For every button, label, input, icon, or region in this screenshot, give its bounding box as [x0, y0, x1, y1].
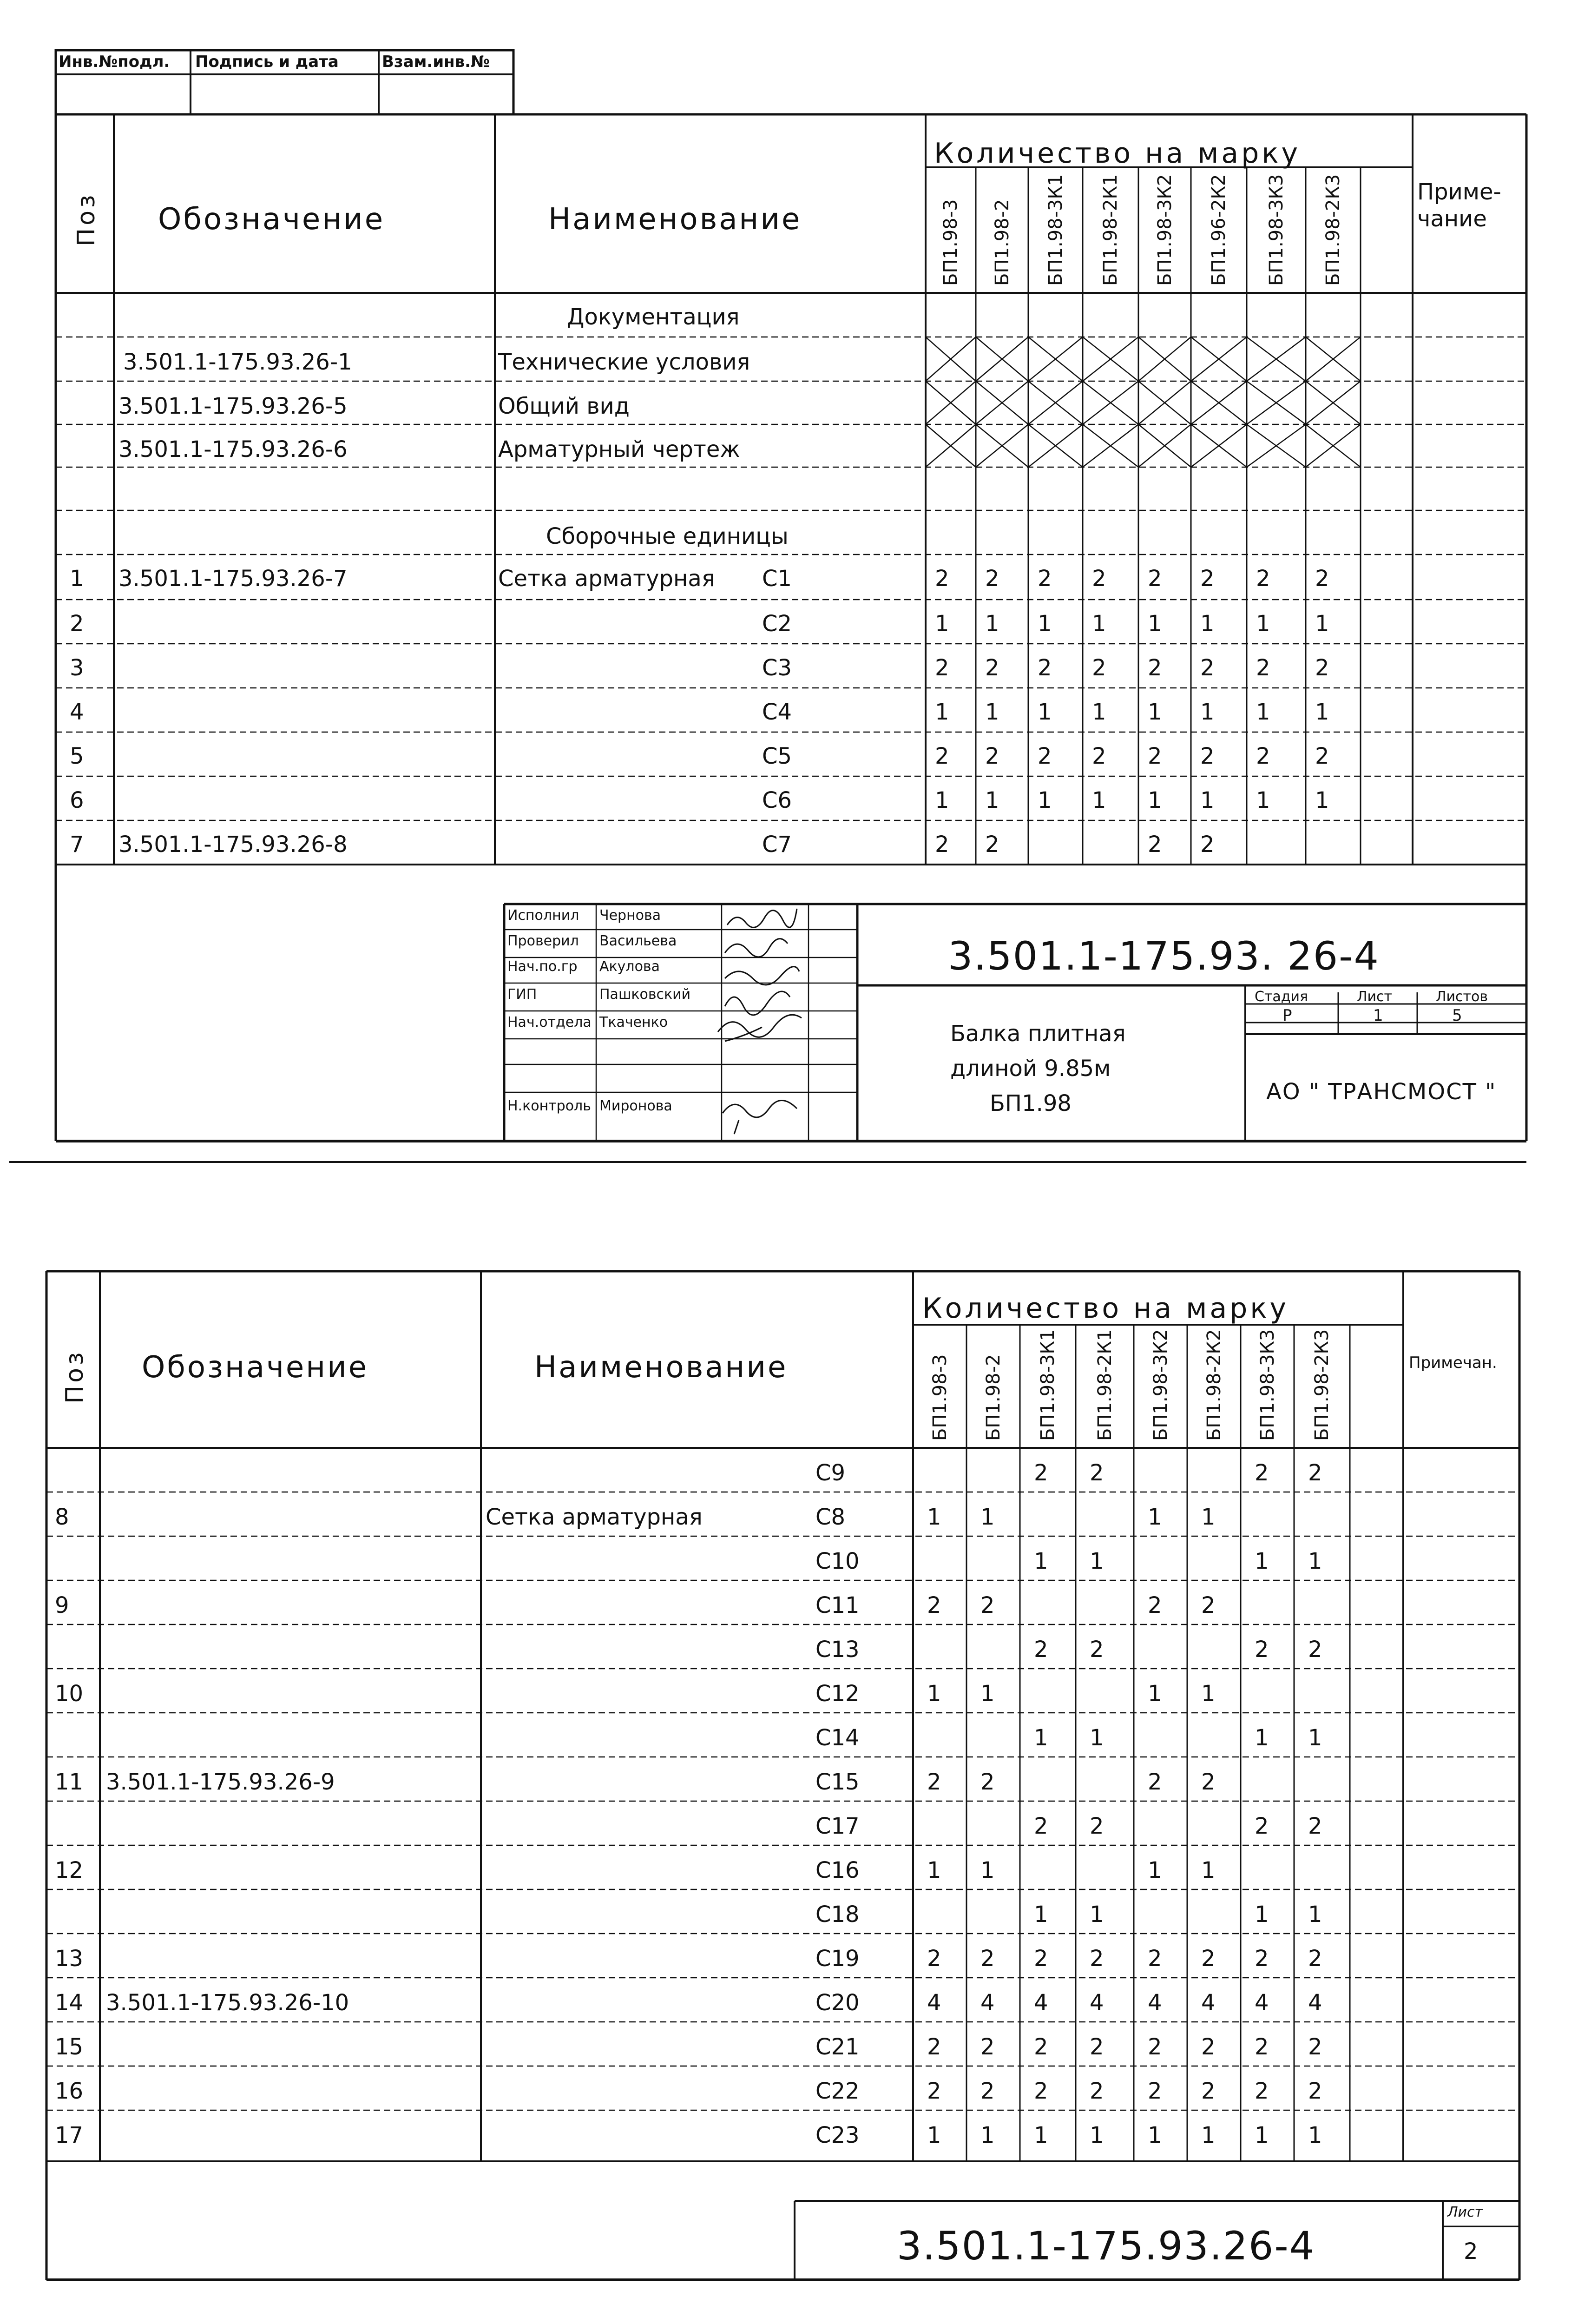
quantity-cell: 2 [1090, 1946, 1104, 1972]
row-pos: 16 [55, 2078, 84, 2104]
row-pos: 15 [55, 2034, 84, 2060]
tb-title-line2: длиной 9.85м [950, 1056, 1111, 1082]
mark-header: БП1.98-3К1 [1037, 1329, 1058, 1441]
quantity-cell: 2 [1255, 1460, 1269, 1486]
quantity-cell: 1 [985, 787, 999, 813]
sheet2-sheet-number: 2 [1464, 2238, 1478, 2265]
quantity-cell: 1 [1038, 699, 1052, 725]
row-mark: С17 [815, 1813, 860, 1839]
quantity-cell: 1 [1148, 1681, 1162, 1707]
quantity-cell: 2 [1308, 2034, 1322, 2060]
quantity-cell: 1 [980, 1504, 995, 1530]
row-pos: 13 [55, 1946, 84, 1972]
quantity-cell: 2 [935, 655, 949, 681]
quantity-cell: 2 [927, 1769, 941, 1795]
stamp-replaced-inv: Взам.инв.№ [382, 53, 490, 71]
quantity-cell: 1 [1090, 1725, 1104, 1751]
row-pos: 7 [70, 832, 84, 858]
row-pos: 11 [55, 1769, 84, 1795]
sheet2-header-designation: Обозначение [142, 1350, 369, 1385]
sheet1-header-designation: Обозначение [158, 202, 385, 237]
row-mark: С21 [815, 2034, 860, 2060]
quantity-cell: 1 [1090, 2122, 1104, 2148]
tb-stage: Р [1282, 1006, 1292, 1025]
mark-header: БП1.98-2 [982, 1354, 1004, 1441]
quantity-cell: 2 [1148, 566, 1162, 592]
row-mark: С7 [762, 832, 792, 858]
quantity-cell: 2 [1038, 566, 1052, 592]
sheet1-header-note: Приме-чание [1417, 179, 1501, 232]
quantity-cell: 1 [1034, 1725, 1048, 1751]
row-mark: С23 [815, 2122, 860, 2148]
quantity-cell: 2 [1034, 1460, 1048, 1486]
row-designation: 3.501.1-175.93.26-8 [118, 832, 348, 858]
tb-person: Васильева [599, 933, 677, 949]
tb-organization: АО " ТРАНСМОСТ " [1266, 1079, 1497, 1105]
sheet2-code: 3.501.1-175.93.26-4 [897, 2223, 1315, 2269]
quantity-cell: 1 [1255, 2122, 1269, 2148]
quantity-cell: 1 [1148, 1504, 1162, 1530]
mark-header: БП1.98-3К3 [1256, 1329, 1278, 1441]
quantity-cell: 1 [1201, 2122, 1216, 2148]
quantity-cell: 4 [1255, 1990, 1269, 2016]
quantity-cell: 2 [927, 2034, 941, 2060]
quantity-cell: 1 [1090, 1548, 1104, 1574]
quantity-cell: 2 [1201, 1769, 1216, 1795]
tb-stage-label: Стадия [1255, 989, 1308, 1005]
sheet2-header-quantity: Количество на марку [922, 1292, 1289, 1325]
row-mark: С13 [815, 1637, 860, 1663]
quantity-cell: 2 [1308, 1813, 1322, 1839]
quantity-cell: 1 [1200, 787, 1215, 813]
quantity-cell: 2 [1090, 1813, 1104, 1839]
quantity-cell: 2 [1255, 1946, 1269, 1972]
quantity-cell: 1 [1255, 1725, 1269, 1751]
sheet1-doc-designation: 3.501.1-175.93.26-5 [118, 393, 348, 419]
row-mark: С10 [815, 1548, 860, 1574]
quantity-cell: 1 [1201, 1504, 1216, 1530]
quantity-cell: 2 [1090, 1637, 1104, 1663]
quantity-cell: 2 [1315, 743, 1329, 769]
sheet1-header-quantity: Количество на марку [934, 137, 1301, 170]
tb-sheets-label: Листов [1436, 989, 1488, 1005]
tb-role: ГИП [507, 986, 537, 1003]
quantity-cell: 2 [1308, 1637, 1322, 1663]
quantity-cell: 2 [1090, 1460, 1104, 1486]
quantity-cell: 1 [1034, 1548, 1048, 1574]
row-pos: 3 [70, 655, 84, 681]
quantity-cell: 2 [1148, 1769, 1162, 1795]
quantity-cell: 2 [1200, 832, 1215, 858]
quantity-cell: 1 [1148, 699, 1162, 725]
quantity-cell: 2 [1090, 2034, 1104, 2060]
row-name: Сетка арматурная [486, 1504, 703, 1530]
quantity-cell: 2 [1148, 743, 1162, 769]
mark-header: БП1.96-2К2 [1208, 174, 1229, 286]
tb-role: Нач.отдела [507, 1014, 592, 1030]
quantity-cell: 2 [1201, 2034, 1216, 2060]
sheet1-doc-name: Арматурный чертеж [498, 436, 740, 462]
quantity-cell: 4 [1201, 1990, 1216, 2016]
quantity-cell: 1 [1148, 2122, 1162, 2148]
quantity-cell: 2 [1308, 1460, 1322, 1486]
quantity-cell: 2 [1255, 2034, 1269, 2060]
quantity-cell: 2 [927, 1946, 941, 1972]
quantity-cell: 4 [1034, 1990, 1048, 2016]
quantity-cell: 2 [985, 832, 999, 858]
quantity-cell: 2 [1038, 743, 1052, 769]
mark-header: БП1.98-2К2 [1203, 1329, 1225, 1441]
quantity-cell: 2 [980, 1946, 995, 1972]
tb-sheet: 1 [1373, 1006, 1383, 1025]
tb-person: Ткаченко [599, 1014, 668, 1030]
quantity-cell: 1 [1092, 699, 1106, 725]
quantity-cell: 2 [1308, 1946, 1322, 1972]
quantity-cell: 1 [927, 1504, 941, 1530]
quantity-cell: 1 [927, 1857, 941, 1883]
quantity-cell: 1 [1308, 1548, 1322, 1574]
quantity-cell: 2 [1092, 566, 1106, 592]
mark-header: БП1.98-3 [929, 1354, 951, 1441]
row-designation: 3.501.1-175.93.26-10 [106, 1990, 349, 2016]
row-pos: 14 [55, 1990, 84, 2016]
quantity-cell: 1 [1308, 1901, 1322, 1928]
quantity-cell: 1 [927, 2122, 941, 2148]
quantity-cell: 1 [1148, 611, 1162, 637]
row-pos: 8 [55, 1504, 69, 1530]
quantity-cell: 1 [1255, 1548, 1269, 1574]
quantity-cell: 2 [1148, 2078, 1162, 2104]
quantity-cell: 2 [985, 743, 999, 769]
row-pos: 6 [70, 787, 84, 813]
quantity-cell: 2 [1090, 2078, 1104, 2104]
row-mark: С6 [762, 787, 792, 813]
quantity-cell: 2 [1034, 2078, 1048, 2104]
quantity-cell: 1 [1200, 611, 1215, 637]
mark-header: БП1.98-3К2 [1150, 1329, 1171, 1441]
quantity-cell: 1 [1201, 1857, 1216, 1883]
quantity-cell: 1 [1315, 787, 1329, 813]
quantity-cell: 2 [1315, 566, 1329, 592]
quantity-cell: 2 [1256, 743, 1270, 769]
tb-person: Акулова [599, 958, 660, 975]
quantity-cell: 2 [935, 743, 949, 769]
quantity-cell: 1 [935, 787, 949, 813]
sheet1-doc-name: Технические условия [498, 349, 750, 375]
quantity-cell: 1 [980, 1857, 995, 1883]
tb-title-line1: Балка плитная [950, 1021, 1126, 1047]
quantity-cell: 2 [1092, 743, 1106, 769]
mark-header: БП1.98-2К3 [1322, 174, 1344, 286]
quantity-cell: 1 [1308, 1725, 1322, 1751]
quantity-cell: 2 [1256, 655, 1270, 681]
quantity-cell: 2 [935, 566, 949, 592]
quantity-cell: 1 [1148, 787, 1162, 813]
quantity-cell: 1 [1034, 2122, 1048, 2148]
tb-sheet-label: Лист [1357, 989, 1393, 1005]
quantity-cell: 1 [1256, 787, 1270, 813]
mark-header: БП1.98-3К2 [1154, 174, 1176, 286]
tb-role: Нач.по.гр [507, 958, 578, 975]
row-pos: 10 [55, 1681, 84, 1707]
row-pos: 1 [70, 566, 84, 592]
sheet1-doc-designation: 3.501.1-175.93.26-1 [123, 349, 352, 375]
quantity-cell: 4 [927, 1990, 941, 2016]
row-designation: 3.501.1-175.93.26-7 [118, 566, 348, 592]
quantity-cell: 2 [980, 1592, 995, 1618]
quantity-cell: 1 [985, 611, 999, 637]
sheet2-header-pos: Поз [61, 1349, 89, 1404]
row-mark: С3 [762, 655, 792, 681]
quantity-cell: 2 [1315, 655, 1329, 681]
row-designation: 3.501.1-175.93.26-9 [106, 1769, 335, 1795]
sheet1-header-pos: Поз [72, 192, 100, 246]
quantity-cell: 2 [927, 1592, 941, 1618]
quantity-cell: 2 [985, 655, 999, 681]
quantity-cell: 2 [980, 2034, 995, 2060]
quantity-cell: 1 [985, 699, 999, 725]
tb-title-line3: БП1.98 [990, 1090, 1072, 1116]
mark-header: БП1.98-3К1 [1045, 174, 1066, 286]
quantity-cell: 2 [1200, 655, 1215, 681]
row-pos: 12 [55, 1857, 84, 1883]
row-mark: С14 [815, 1725, 860, 1751]
row-mark: С12 [815, 1681, 860, 1707]
mark-header: БП1.98-2 [991, 199, 1013, 286]
tb-role: Исполнил [507, 907, 579, 924]
quantity-cell: 2 [1034, 1946, 1048, 1972]
quantity-cell: 4 [980, 1990, 995, 2016]
quantity-cell: 2 [1148, 655, 1162, 681]
row-pos: 17 [55, 2122, 84, 2148]
sheet1-section-assembly: Сборочные единицы [546, 523, 789, 549]
quantity-cell: 1 [1038, 787, 1052, 813]
row-mark: С5 [762, 743, 792, 769]
quantity-cell: 2 [985, 566, 999, 592]
tb-person: Чернова [599, 907, 661, 924]
mark-header: БП1.98-2К1 [1094, 1329, 1116, 1441]
quantity-cell: 2 [1034, 2034, 1048, 2060]
quantity-cell: 1 [1200, 699, 1215, 725]
tb-sheets: 5 [1452, 1006, 1462, 1025]
quantity-cell: 2 [980, 2078, 995, 2104]
quantity-cell: 2 [1200, 743, 1215, 769]
quantity-cell: 1 [1315, 611, 1329, 637]
row-pos: 2 [70, 611, 84, 637]
row-pos: 9 [55, 1592, 69, 1618]
quantity-cell: 4 [1308, 1990, 1322, 2016]
quantity-cell: 2 [1092, 655, 1106, 681]
quantity-cell: 2 [1148, 1946, 1162, 1972]
row-mark: С19 [815, 1946, 860, 1972]
row-mark: С16 [815, 1857, 860, 1883]
row-mark: С2 [762, 611, 792, 637]
row-mark: С8 [815, 1504, 846, 1530]
row-mark: С1 [762, 566, 792, 592]
mark-header: БП1.98-2К1 [1100, 174, 1121, 286]
sheet1-header-name: Наименование [548, 202, 802, 237]
mark-header: БП1.98-3 [940, 199, 961, 286]
quantity-cell: 1 [1256, 611, 1270, 637]
sheet2-header-note: Примечан. [1409, 1353, 1497, 1372]
quantity-cell: 2 [1034, 1813, 1048, 1839]
quantity-cell: 1 [1034, 1901, 1048, 1928]
row-name: Сетка арматурная [498, 566, 715, 592]
sheet1-section-documentation: Документация [567, 304, 740, 330]
quantity-cell: 1 [1201, 1681, 1216, 1707]
quantity-cell: 1 [1092, 787, 1106, 813]
quantity-cell: 2 [935, 832, 949, 858]
quantity-cell: 2 [1034, 1637, 1048, 1663]
tb-control-role: Н.контроль [507, 1098, 591, 1114]
stamp-signature-date: Подпись и дата [195, 53, 339, 71]
mark-header: БП1.98-3К3 [1265, 174, 1287, 286]
quantity-cell: 1 [1148, 1857, 1162, 1883]
quantity-cell: 1 [935, 611, 949, 637]
tb-control-name: Миронова [599, 1098, 672, 1114]
quantity-cell: 2 [1038, 655, 1052, 681]
quantity-cell: 4 [1148, 1990, 1162, 2016]
quantity-cell: 2 [1255, 1813, 1269, 1839]
quantity-cell: 2 [1255, 2078, 1269, 2104]
quantity-cell: 2 [927, 2078, 941, 2104]
tb-role: Проверил [507, 933, 579, 949]
quantity-cell: 1 [1038, 611, 1052, 637]
quantity-cell: 2 [1201, 1946, 1216, 1972]
sheet2-header-name: Наименование [534, 1350, 788, 1385]
quantity-cell: 1 [1255, 1901, 1269, 1928]
quantity-cell: 1 [980, 2122, 995, 2148]
quantity-cell: 2 [1255, 1637, 1269, 1663]
sheet1-doc-designation: 3.501.1-175.93.26-6 [118, 436, 348, 462]
quantity-cell: 4 [1090, 1990, 1104, 2016]
row-pos: 5 [70, 743, 84, 769]
mark-header: БП1.98-2К3 [1311, 1329, 1333, 1441]
tb-person: Пашковский [599, 986, 691, 1003]
quantity-cell: 2 [1256, 566, 1270, 592]
quantity-cell: 1 [1315, 699, 1329, 725]
row-mark: С20 [815, 1990, 860, 2016]
row-mark: С18 [815, 1901, 860, 1928]
quantity-cell: 2 [1201, 1592, 1216, 1618]
row-mark: С11 [815, 1592, 860, 1618]
quantity-cell: 1 [1092, 611, 1106, 637]
quantity-cell: 1 [980, 1681, 995, 1707]
quantity-cell: 2 [1148, 2034, 1162, 2060]
quantity-cell: 1 [1308, 2122, 1322, 2148]
quantity-cell: 2 [1200, 566, 1215, 592]
stamp-inv-number: Инв.№подл. [59, 53, 170, 71]
row-pos: 4 [70, 699, 84, 725]
row-mark: С4 [762, 699, 792, 725]
quantity-cell: 1 [927, 1681, 941, 1707]
quantity-cell: 2 [1148, 832, 1162, 858]
row-mark: С15 [815, 1769, 860, 1795]
quantity-cell: 1 [1090, 1901, 1104, 1928]
quantity-cell: 2 [1308, 2078, 1322, 2104]
sheet1-doc-name: Общий вид [498, 393, 630, 419]
quantity-cell: 1 [935, 699, 949, 725]
sheet2-sheet-label: Лист [1447, 2204, 1483, 2220]
quantity-cell: 2 [1201, 2078, 1216, 2104]
quantity-cell: 1 [1256, 699, 1270, 725]
row-mark: С22 [815, 2078, 860, 2104]
row-mark: С9 [815, 1460, 846, 1486]
quantity-cell: 2 [1148, 1592, 1162, 1618]
quantity-cell: 2 [980, 1769, 995, 1795]
tb-code: 3.501.1-175.93. 26-4 [948, 933, 1380, 979]
